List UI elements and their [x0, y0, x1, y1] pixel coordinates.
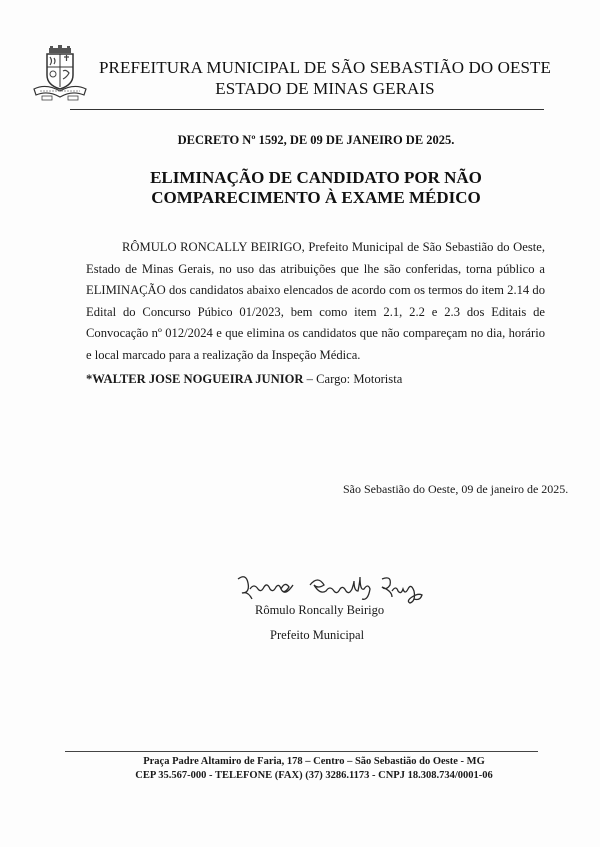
letterhead-title: [90, 57, 560, 99]
title-line-1: ELIMINAÇÃO DE CANDIDATO POR NÃO: [150, 168, 482, 187]
municipality-name: PREFEITURA MUNICIPAL DE SÃO SEBASTIÃO DO OESTE: [99, 58, 551, 77]
title-line-2: COMPARECIMENTO À EXAME MÉDICO: [151, 188, 481, 207]
candidate-name: *WALTER JOSE NOGUEIRA JUNIOR: [86, 372, 304, 386]
decree-body-paragraph: RÔMULO RONCALLY BEIRIGO, Prefeito Municipal de São Sebastião do Oeste, Estado de Minas Gerais, no uso das atribuições que lhe são conferidas, torna público a ELIMINAÇÃO dos candidatos abaixo elencados de acordo com os termos do item 2.14 do Edital do Concurso Púbico 01/2023, bem como item 2.1, 2.2 e 2.3 dos Editais de Convocação nº 012/2024 e que elimina os candidatos que não compareçam no dia, horário e local marcado para a realização da Inspeção Médica.: [86, 240, 545, 362]
place-and-date: São Sebastião do Oeste, 09 de janeiro de 2025.: [343, 482, 569, 496]
candidate-entry: [86, 372, 402, 387]
document-title: [0, 168, 600, 208]
signer-name: Rômulo Roncally Beirigo: [255, 603, 385, 617]
footer-divider: [65, 751, 538, 752]
footer-contact: CEP 35.567-000 - TELEFONE (FAX) (37) 3286.1173 - CNPJ 18.308.734/0001-06: [135, 770, 493, 781]
candidate-separator: –: [303, 372, 317, 386]
signer-role: Prefeito Municipal: [270, 628, 365, 642]
candidate-role: Cargo: Motorista: [316, 372, 403, 386]
coat-of-arms-icon: [32, 45, 88, 101]
signature-icon: [232, 571, 442, 607]
state-name: ESTADO DE MINAS GERAIS: [215, 79, 435, 98]
decree-number: DECRETO Nº 1592, DE 09 DE JANEIRO DE 2025.: [177, 133, 455, 147]
footer-contact-block: [0, 755, 600, 783]
header-divider: [70, 109, 544, 110]
footer-address: Praça Padre Altamiro de Faria, 178 – Centro – São Sebastião do Oeste - MG: [143, 756, 485, 767]
